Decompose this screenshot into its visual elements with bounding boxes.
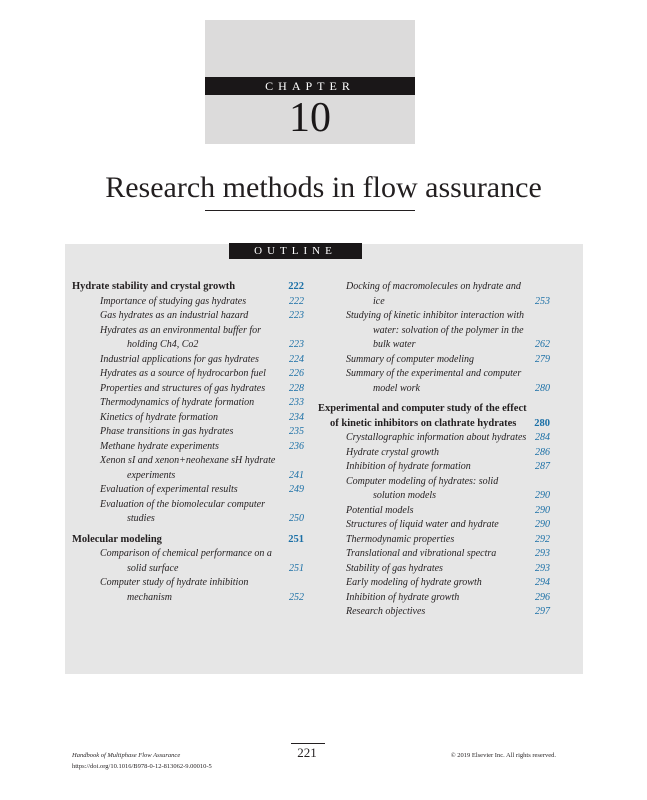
toc-page: 280 [534, 417, 550, 429]
toc-page: 284 [535, 432, 550, 443]
toc-page: 250 [289, 513, 304, 524]
toc-page: 224 [289, 353, 304, 365]
toc-page: 262 [535, 339, 550, 350]
toc-page: 252 [289, 591, 304, 603]
toc-page: 294 [535, 577, 550, 588]
toc-entry[interactable]: Summary of the experimental and computer model work 280 [318, 367, 550, 396]
toc-page: 290 [535, 504, 550, 516]
toc-page: 292 [535, 533, 550, 545]
toc-entry[interactable]: Thermodynamics of hydrate formation 233 [72, 396, 304, 411]
toc-entry[interactable]: Xenon sI and xenon+neohexane sH hydrate experiments 241 [72, 454, 304, 483]
toc-entry[interactable]: Research objectives 297 [318, 605, 550, 620]
toc-page: 293 [535, 548, 550, 559]
toc-entry[interactable]: Industrial applications for gas hydrates 224 [72, 353, 304, 368]
chapter-label: CHAPTER [205, 77, 415, 95]
outline-right-column [318, 280, 550, 620]
chapter-title: Research methods in flow assurance [105, 171, 542, 204]
toc-entry[interactable]: Hydrate stability and crystal growth 222 [72, 280, 304, 295]
toc-entry[interactable]: Early modeling of hydrate growth 294 [318, 576, 550, 591]
footer-copyright: © 2019 Elsevier Inc. All rights reserved. [450, 752, 556, 759]
outline-label: OUTLINE [229, 243, 362, 259]
toc-entry[interactable]: Potential models 290 [318, 504, 550, 519]
toc-entry[interactable]: Importance of studying gas hydrates 222 [72, 295, 304, 310]
toc-page: 279 [535, 353, 550, 365]
toc-entry[interactable]: Evaluation of the biomolecular computer studies 250 [72, 498, 304, 527]
chapter-number: 10 [289, 95, 331, 141]
toc-entry[interactable]: Kinetics of hydrate formation 234 [72, 411, 304, 426]
toc-entry[interactable]: Phase transitions in gas hydrates 235 [72, 425, 304, 440]
page-number-rule [291, 743, 325, 744]
toc-entry[interactable]: Hydrates as a source of hydrocarbon fuel 226 [72, 367, 304, 382]
toc-entry[interactable]: Experimental and computer study of the effect of kinetic inhibitors on clathrate hydrates 280 [318, 402, 550, 431]
toc-entry[interactable]: Hydrate crystal growth 286 [318, 446, 550, 461]
toc-entry[interactable]: Inhibition of hydrate growth 296 [318, 591, 550, 606]
page-number: 221 [297, 745, 317, 760]
toc-page: 251 [288, 533, 304, 545]
toc-entry[interactable]: Thermodynamic properties 292 [318, 533, 550, 548]
toc-page: 286 [535, 446, 550, 458]
toc-entry[interactable]: Studying of kinetic inhibitor interaction with water: solvation of the polymer in the bulk water 262 [318, 309, 550, 353]
outline-left-column [72, 280, 304, 605]
footer-citation [72, 750, 212, 772]
toc-page: 233 [289, 397, 304, 408]
toc-page: 235 [289, 426, 304, 437]
toc-entry[interactable]: Comparison of chemical performance on a solid surface 251 [72, 547, 304, 576]
toc-entry[interactable]: Methane hydrate experiments 236 [72, 440, 304, 455]
toc-page: 222 [289, 295, 304, 307]
toc-page: 226 [289, 368, 304, 379]
toc-entry[interactable]: Hydrates as an environmental buffer for holding Ch4, Co2 223 [72, 324, 304, 353]
toc-page: 249 [289, 484, 304, 495]
toc-page: 296 [535, 591, 550, 603]
toc-entry[interactable]: Molecular modeling 251 [72, 533, 304, 548]
toc-entry[interactable]: Crystallographic information about hydrates 284 [318, 431, 550, 446]
toc-page: 280 [535, 382, 550, 394]
toc-entry[interactable]: Translational and vibrational spectra 293 [318, 547, 550, 562]
toc-page: 222 [288, 281, 304, 292]
toc-page: 253 [535, 295, 550, 307]
toc-page: 236 [289, 440, 304, 452]
toc-entry[interactable]: Inhibition of hydrate formation 287 [318, 460, 550, 475]
toc-page: 293 [535, 562, 550, 574]
toc-page: 234 [289, 411, 304, 423]
toc-entry[interactable]: Evaluation of experimental results 249 [72, 483, 304, 498]
footer-journal: Handbook of Multiphase Flow Assurance [72, 752, 181, 759]
toc-entry[interactable]: Structures of liquid water and hydrate 290 [318, 518, 550, 533]
toc-page: 287 [535, 461, 550, 472]
toc-entry[interactable]: Gas hydrates as an industrial hazard 223 [72, 309, 304, 324]
toc-entry[interactable]: Summary of computer modeling 279 [318, 353, 550, 368]
toc-page: 290 [535, 519, 550, 530]
toc-page: 290 [535, 490, 550, 501]
toc-page: 228 [289, 382, 304, 394]
title-divider [205, 210, 415, 211]
toc-entry[interactable]: Docking of macromolecules on hydrate and ice 253 [318, 280, 550, 309]
footer-doi-link[interactable]: https://doi.org/10.1016/B978-0-12-813062-9.00010-5 [72, 763, 212, 770]
toc-page: 241 [289, 469, 304, 481]
toc-entry[interactable]: Computer study of hydrate inhibition mechanism 252 [72, 576, 304, 605]
toc-entry[interactable]: Stability of gas hydrates 293 [318, 562, 550, 577]
toc-page: 223 [289, 339, 304, 350]
toc-page: 297 [535, 606, 550, 617]
toc-entry[interactable]: Properties and structures of gas hydrates 228 [72, 382, 304, 397]
toc-page: 251 [289, 562, 304, 574]
toc-entry[interactable]: Computer modeling of hydrates: solid solution models 290 [318, 475, 550, 504]
toc-page: 223 [289, 310, 304, 321]
